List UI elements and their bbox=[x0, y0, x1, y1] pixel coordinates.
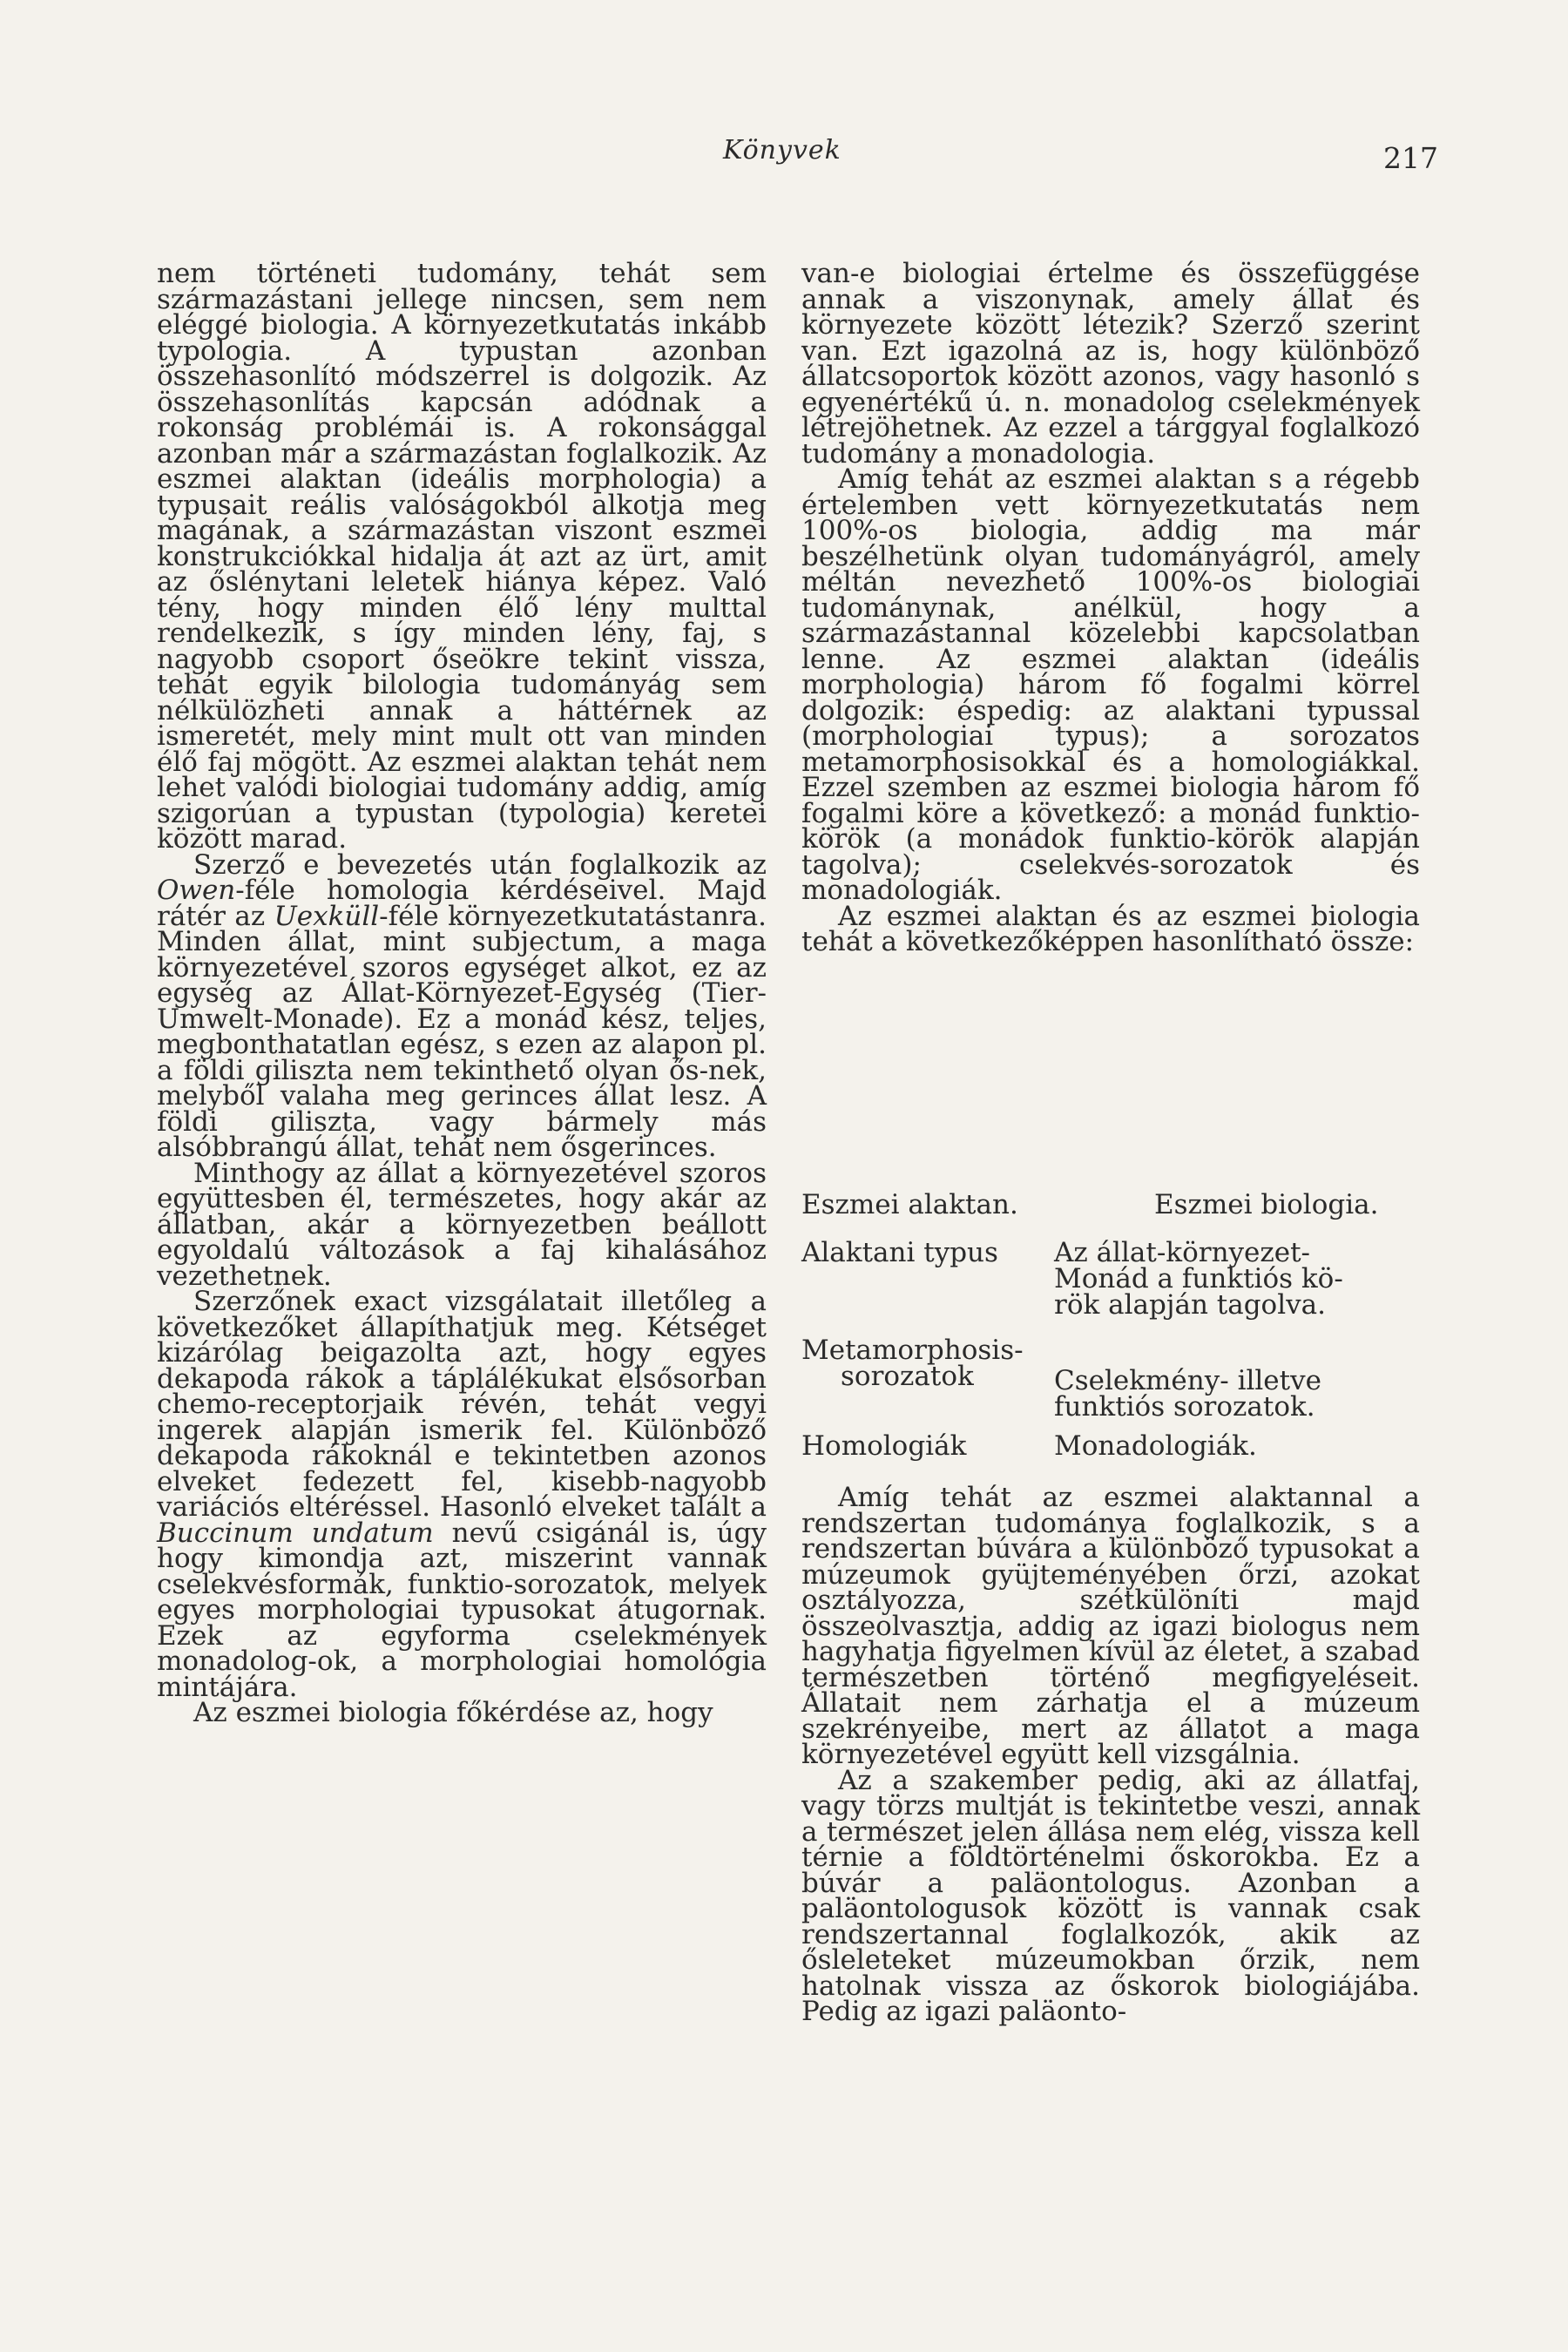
comparison-r3-left: Homologiák bbox=[801, 1430, 967, 1462]
right-paragraph-4: Amíg tehát az eszmei alaktannal a rendszertan tudománya foglalkozik, s a rendszertan búvára a különböző typusokat a múzeumok gyüjteményében őrzi, azokat osztályozza, szétkülöníti majd összeolvasztja, addig az igazi biologus nem hagyhatja figyelmen kívül az életet, a szabad természetben történő megfigyeléseit. Állatait nem zárhatja el a múzeum szekrényeibe, mert az állatot a maga környezetével együtt kell vizsgálnia. bbox=[801, 1482, 1420, 1770]
left-paragraph-2: Szerző e bevezetés után foglalkozik az Owen-féle homologia kérdéseivel. Majd rátér az Uexküll-féle környezetkutatástanra. Minden állat, mint subjectum, a maga környezetével szoros egységet alkot, ez az egység az Állat-Környezet-Egység (Tier-Umwelt-Monade). Ez a monád kész, teljes, megbonthatatlan egész, s ezen az alapon pl. a földi giliszta nem tekinthető olyan ős-nek, melyből valaha meg gerinces állat lesz. A földi giliszta, vagy bármely más alsóbbrangú állat, tehát nem ősgerinces. bbox=[157, 848, 767, 1163]
author-name-uexkull: Uexküll bbox=[274, 900, 380, 932]
species-name-buccinum: Buccinum undatum bbox=[157, 1517, 434, 1549]
left-paragraph-1: nem történeti tudomány, tehát sem származástani jellege nincsen, sem nem eléggé biologia. A környezetkutatás inkább typologia. A typustan azonban összehasonlító módszerrel is dolgozik. Az összehasonlítás kapcsán adódnak a rokonság problémái is. A rokonsággal azonban már a származástan foglalkozik. Az eszmei alaktan (ideális morphologia) a typusait reális valóságokból alkotja meg magának, a származástan viszont eszmei konstrukciókkal hidalja át azt az ürt, amit az őslénytani leletek hiánya képez. Való tény, hogy minden élő lény multtal rendelkezik, s így minden lény, faj, s nagyobb csoport őseökre tekint vissza, tehát egyik bilologia tudományág sem nélkülözheti annak a háttérnek az ismeretét, mely mint mult ott van minden élő faj mögött. Az eszmei alaktan tehát nem lehet valódi biologiai tudomány addig, amíg szigorúan a typustan (typologia) keretei között marad. bbox=[157, 258, 767, 855]
comparison-head-right: Eszmei biologia. bbox=[1154, 1189, 1379, 1220]
left-paragraph-5: Az eszmei biologia főkérdése az, hogy bbox=[193, 1697, 713, 1728]
comparison-r2-right-line-2: funktiós sorozatok. bbox=[1054, 1391, 1315, 1423]
comparison-r1-right-line-2: Monád a funktiós kö- bbox=[1054, 1263, 1343, 1294]
page-number: 217 bbox=[1383, 141, 1438, 175]
author-name-owen: Owen bbox=[157, 875, 236, 906]
comparison-r1-left: Alaktani typus bbox=[801, 1237, 998, 1268]
comparison-r3-right: Monadologiák. bbox=[1054, 1430, 1257, 1462]
left-column bbox=[157, 258, 767, 1728]
right-paragraph-5: Az a szakember pedig, aki az állatfaj, vagy törzs multját is tekintetbe veszi, annak a természet jelen állása nem elég, vissza kell térnie a földtörténelmi őskorokba. Ez a búvár a paläontologus. Azonban a paläontologusok között is vannak csak rendszertannal foglalkozók, akik az ősleleteket múzeumokban őrzik, nem hatolnak vissza az őskorok biologiájába. Pedig az igazi paläonto- bbox=[801, 1764, 1420, 2027]
comparison-r1-right-line-3: rök alapján tagolva. bbox=[1054, 1289, 1326, 1321]
comparison-r1-right-line-1: Az állat-környezet- bbox=[1054, 1237, 1311, 1268]
right-column-lower bbox=[801, 1482, 1420, 2027]
left-paragraph-4: Szerzőnek exact vizsgálatait illetőleg a következőket állapíthatjuk meg. Kétséget kizárólag beigazolta azt, hogy egyes dekapoda rákok a táplálékukat elsősorban chemo-receptorjaik révén, tehát vegyi ingerek alapján ismerik fel. Különböző dekapoda rákoknál e tekintetben azonos elveket fedezett fel, kisebb-nagyobb variációs eltéréssel. Hasonló elveket talált a Buccinum undatum nevű csigánál is, úgy hogy kimondja azt, miszerint vannak cselekvésformák, funktio-sorozatok, melyek egyes morphologiai typusokat átugornak. Ezek az egyforma cselekmények monadolog-ok, a morphologiai homológia mintájára. bbox=[157, 1286, 767, 1703]
comparison-head-left: Eszmei alaktan. bbox=[801, 1189, 1018, 1220]
right-paragraph-3: Az eszmei alaktan és az eszmei biologia tehát a következőképpen hasonlítható össze: bbox=[801, 900, 1420, 957]
right-column bbox=[801, 258, 1420, 957]
left-paragraph-3: Minthogy az állat a környezetével szoros együttesben él, természetes, hogy akár az állatban, akár a környezetben beállott egyoldalú változások a faj kihalásához vezethetnek. bbox=[157, 1157, 767, 1292]
comparison-r2-right-line-1: Cselekmény- illetve bbox=[1054, 1365, 1321, 1396]
comparison-r2-left-line-1: Metamorphosis- bbox=[801, 1335, 1024, 1366]
right-paragraph-2: Amíg tehát az eszmei alaktan s a régebb értelemben vett környezetkutatás nem 100%-os biologia, addig ma már beszélhetünk olyan tudományágról, amely méltán nevezhető 100%-os biologiai tudománynak, anélkül, hogy a származástannal közelebbi kapcsolatban lenne. Az eszmei alaktan (ideális morphologia) három fő fogalmi körrel dolgozik: éspedig: az alaktani typussal (morphologiai typus); a sorozatos metamorphosisokkal és a homologiákkal. Ezzel szemben az eszmei biologia három fő fogalmi köre a következő: a monád funktio-körök (a monádok funktio-körök alapján tagolva); cselekvés-sorozatok és monadologiák. bbox=[801, 463, 1420, 906]
comparison-r2-left-line-2: sorozatok bbox=[841, 1361, 974, 1392]
running-header-title: Könyvek bbox=[723, 135, 841, 166]
right-paragraph-1: van-e biologiai értelme és összefüggése annak a viszonynak, amely állat és környezete között létezik? Szerző szerint van. Ezt igazolná az is, hogy különböző állatcsoportok között azonos, vagy hasonló s egyenértékű ú. n. monadolog cselekmények létrejöhetnek. Az ezzel a tárggyal foglalkozó tudomány a monadologia. bbox=[801, 258, 1420, 470]
